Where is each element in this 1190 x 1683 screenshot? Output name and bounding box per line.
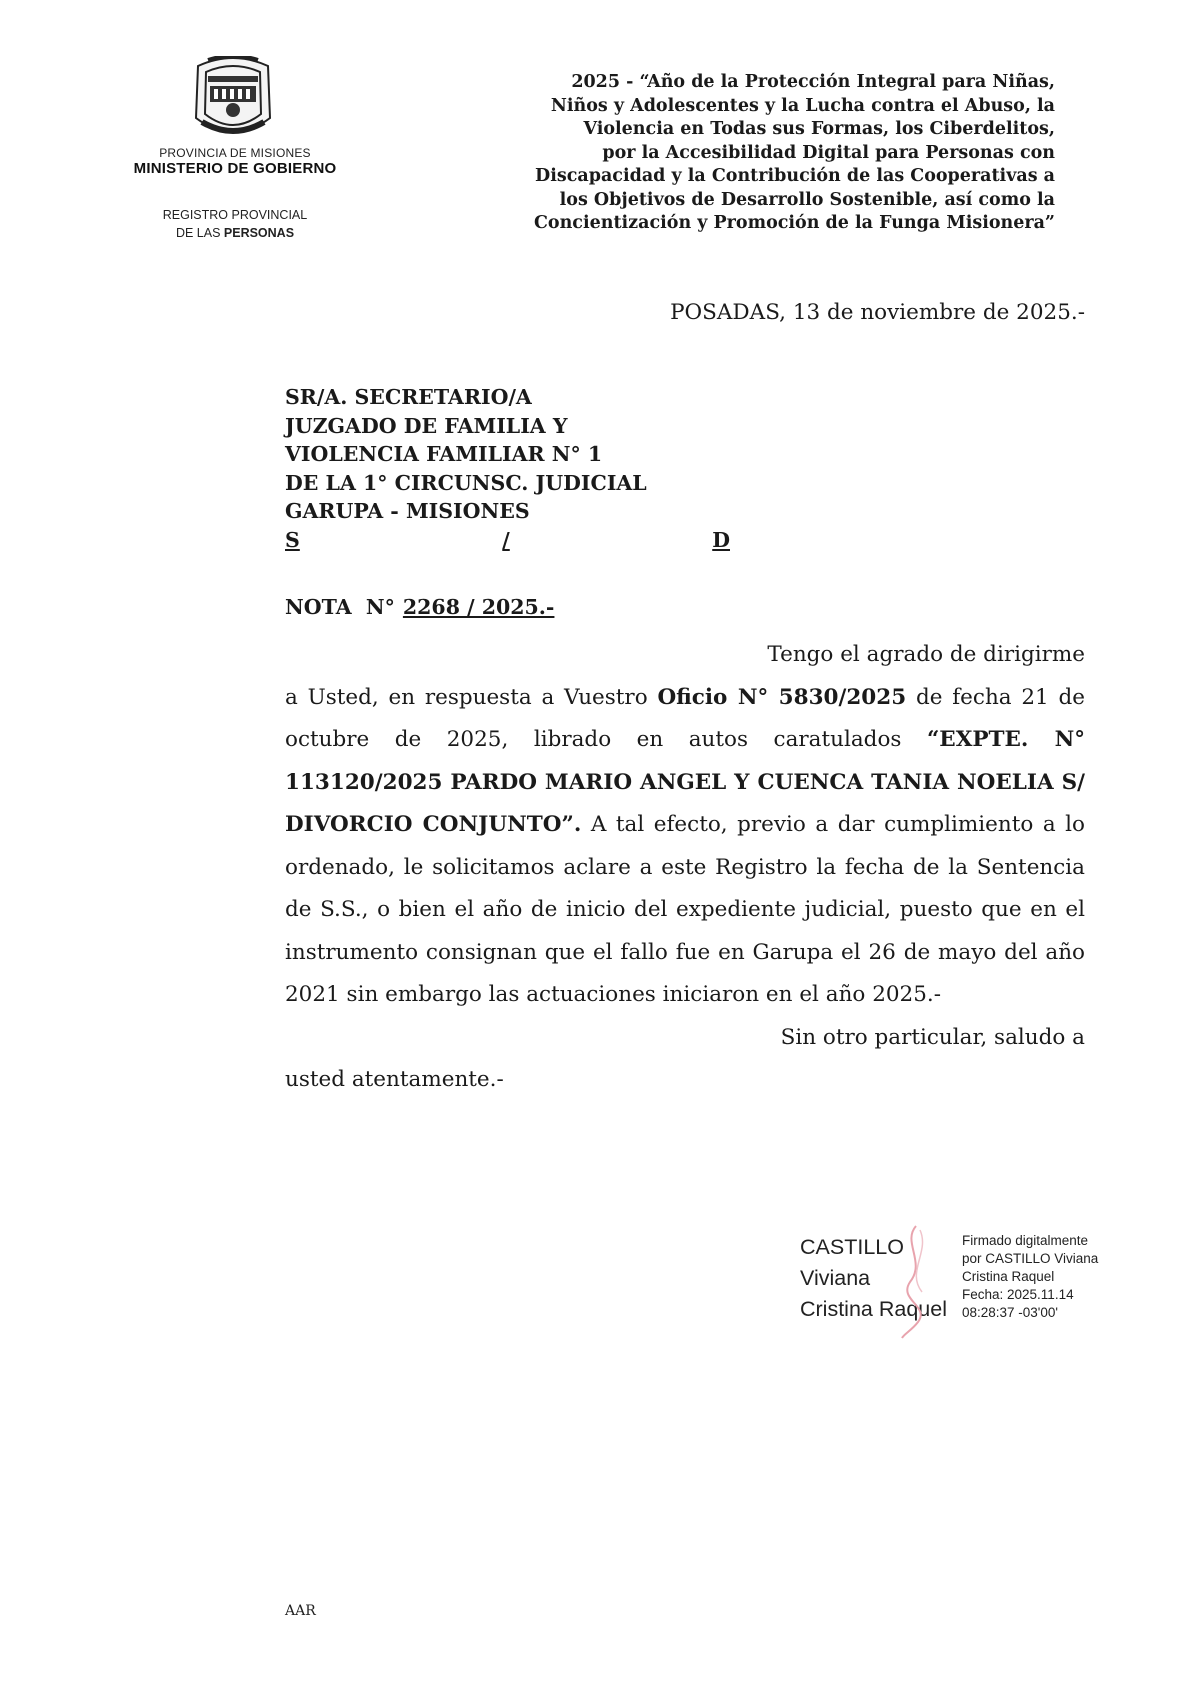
sd-s: S <box>285 527 300 552</box>
signer-name-line: CASTILLO <box>800 1235 904 1259</box>
motto-line: los Objetivos de Desarrollo Sostenible, así como la <box>559 189 1055 210</box>
dateline: POSADAS, 13 de noviembre de 2025.- <box>670 300 1085 325</box>
body-text: a Usted, en respuesta a Vuestro <box>285 684 658 710</box>
motto-line: Violencia en Todas sus Formas, los Ciberdelitos, <box>583 119 1055 139</box>
registry-line2a: DE LAS <box>175 226 224 240</box>
body-opening: Tengo el agrado de dirigirme <box>767 642 1085 667</box>
sd-slash: / <box>502 527 510 552</box>
motto-line: por la Accesibilidad Digital para Personas con <box>602 142 1055 163</box>
addressee-line: SR/A. SECRETARIO/A <box>285 385 532 409</box>
signer-name-line: Viviana <box>800 1266 871 1290</box>
sig-info-line: Fecha: 2025.11.14 <box>962 1287 1074 1302</box>
su-despacho <box>285 526 730 555</box>
motto-line: Concientización y Promoción de la Funga Misionera” <box>533 213 1055 233</box>
addressee-line: JUZGADO DE FAMILIA Y <box>285 413 568 438</box>
signature-mark-icon <box>896 1222 936 1340</box>
addressee-line: GARUPA - MISIONES <box>285 499 530 523</box>
registry-line2 <box>145 224 325 242</box>
coat-of-arms-icon <box>178 56 288 140</box>
body-paragraph <box>285 677 1085 1017</box>
nota-label: NOTA N° <box>285 595 395 619</box>
body-text: A tal efecto, previo a dar cumplimiento a lo ordenado, le solicitamos aclare a este Registro la fecha de la Sentencia de S.S., o bien el año de inicio del expediente judicial, puesto que en el instrumento consignan que el fallo fue en Garupa el 26 de mayo del año 2021 sin embargo las actuaciones iniciaron en el año 2025.- <box>285 812 1085 1007</box>
digital-signature-info <box>962 1232 1098 1322</box>
sig-info-line: Cristina Raquel <box>962 1269 1055 1284</box>
org-ministry: MINISTERIO DE GOBIERNO <box>133 160 337 177</box>
sd-d: D <box>712 527 730 552</box>
body-text: de fecha 21 de octubre de 2025, librado en autos caratulados <box>285 684 1085 752</box>
sig-info-line: 08:28:37 -03'00' <box>962 1305 1058 1320</box>
body-closing: Sin otro particular, saludo a <box>780 1024 1085 1050</box>
nota-value: 2268 / 2025.- <box>402 595 555 619</box>
motto-line: Niños y Adolescentes y la Lucha contra el Abuso, la <box>550 95 1055 116</box>
year-motto <box>470 71 1055 236</box>
org-registry <box>145 206 325 242</box>
addressee-line: VIOLENCIA FAMILIAR N° 1 <box>285 442 603 466</box>
addressee-line: DE LA 1° CIRCUNSC. JUDICIAL <box>285 470 647 495</box>
registry-line2b: PERSONAS <box>223 226 295 240</box>
letter-body <box>285 634 1085 1102</box>
nota-number <box>285 595 554 619</box>
body-closing-2: usted atentamente.- <box>285 1067 504 1092</box>
motto-line: Discapacidad y la Contribución de las Cooperativas a <box>535 166 1055 186</box>
sig-info-line: Firmado digitalmente <box>962 1233 1089 1248</box>
motto-line: 2025 - “Año de la Protección Integral para Niñas, <box>571 72 1055 92</box>
oficio-reference: Oficio N° 5830/2025 <box>657 684 907 710</box>
sig-info-line: por CASTILLO Viviana <box>962 1251 1099 1266</box>
footer-initials: AAR <box>285 1603 316 1619</box>
registry-line1: REGISTRO PROVINCIAL <box>162 208 308 222</box>
signer-name-line: Cristina Raquel <box>800 1297 947 1321</box>
org-province: PROVINCIA DE MISIONES <box>159 146 311 160</box>
expte-reference: “EXPTE. N° 113120/2025 PARDO MARIO ANGEL Y CUENCA TANIA NOELIA S/ DIVORCIO CONJUNTO”. <box>285 727 1085 837</box>
addressee-block <box>285 383 730 554</box>
